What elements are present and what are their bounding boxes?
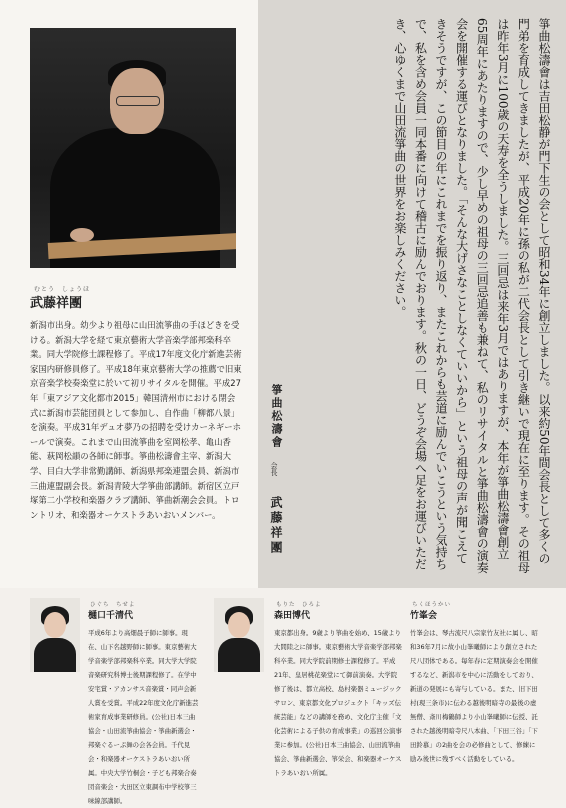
member-name: 樋口千清代	[88, 611, 134, 621]
signature-name: 武藤祥團	[269, 496, 283, 556]
member-bio: 竹峯会は、琴古流尺八宗家竹友社に属し、昭和36年7月に故小山峯曦師により創立された尺八団体である。毎年春に定期演奏会を開催するなど、新潟市を中心に活動をしており、新道の発展にも寄与している。また、旧下田村(現三条市)に伝わる越後明暗寺の最後の虚無僧、斎川梅鶴師より小山峯曦師に伝授、託された越後明暗寺尺八本曲、「下田三谷」「下田鈴慕」の2曲を会の必修曲として、修練に励み後世に残すべく活動をしている。	[410, 629, 538, 763]
member-ruby: ひぐち ちせよ	[90, 602, 136, 608]
member-ruby: もりた ひろよ	[276, 602, 322, 608]
lead-artist-bio: 新潟市出身。幼少より祖母に山田流箏曲の手ほどきを受ける。新潟大学を経て東京藝術大学音楽学部邦楽科卒業。同大学院修士課程修了。平成17年度文化庁新進芸術家国内研修員修了。平成18年東京藝術大学の推薦で旧東京音楽学校奏楽堂に於いて初リサイタルを開催。平成27年「東アジア文化都市2015」韓国清州市における閉会式に新潟市芸能団員として参加し、自作曲「柳都八景」を演奏。平成31年デュオ夢乃の招聘を受けカーネギーホールで演奏。これまで山田流箏曲を室岡松孝、亀山香能、萩岡松韻の各師に師事。箏曲松濤會主宰、新潟大学、目白大学非常勤講師、新潟県邦楽連盟会員、新潟市三曲連盟副会長。新潟青陵大学箏曲部講師。新宿区立戸塚第二小学校和楽器クラブ講師、箏曲新潮会会員。トロントリオ、和楽器オーケストラあいおいメンバー。	[30, 320, 242, 520]
member-portrait	[214, 598, 264, 672]
greeting-panel	[258, 0, 566, 588]
lead-artist-ruby: むとう しょうほ	[34, 286, 91, 293]
lead-artist-photo	[30, 28, 236, 268]
signature-role: 会長	[270, 462, 278, 476]
member-bio: 東京都出身。9歳より箏曲を始め、15歳より大間陸之に師事。東京藝術大学音楽学部邦楽科卒業。同大学院前期修士課程修了。平成21年、皇居桃花楽堂にて御前演奏。大学院修了後は、都立高校、島村楽器ミュージックサロン、東京都文化プロジェクト「キッズ伝統芸能」などの講師を務め、文化庁主催「文化芸術による子供の育成事業」の巡回公演事業に参加。(公社)日本三曲協会、山田流箏曲協会、箏曲新選会、箏栄会、和楽器オーケストラあいおい所属。	[274, 629, 402, 777]
members-section	[0, 588, 566, 805]
member-portrait	[30, 598, 80, 672]
member-name: 森田博代	[274, 611, 311, 621]
member-ruby: ちくほうかい	[412, 602, 452, 608]
signature-org: 箏曲松濤會	[270, 384, 283, 449]
member-bio: 平成6年より高畑晨子師に師事。現在、山下名越野師に師事。東京藝術大学音楽学部邦楽科卒業。同大学大学院音楽研究科博士後期課程修了。在学中安宅賞・アカンサス音楽賞・同声会新人賞を受賞。平成22年度文化庁新進芸術家育成事業研修員。(公社)日本三曲協会・山田流箏曲協会・箏曲新選会・邦楽ぐるーぷ舞の会各会員。千代見会・和楽器オーケストラあいおい所属。中央大学竹桐会・子ども邦楽合奏団音楽会・大田区立東調布中学校箏三味線部講師。	[88, 629, 199, 805]
member-name: 竹峯会	[410, 611, 438, 621]
lead-artist-name: 武藤祥團	[30, 296, 83, 311]
lead-artist-section	[0, 0, 258, 588]
greeting-text: 箏曲松濤會は吉田松静が門下生の会として昭和34年に創立しました。以来約50年間会長として多くの門弟を育成してきましたが、平成20年に孫の私が二代会長として引き継いで現在に至ります。その祖母は昨年3月に100歳の天寿を全うしました。三回忌は来年3月ではありますが、本年が箏曲松濤會創立65周年にあたりますので、少し早めの祖母の三回忌追善も兼ねて、私のリサイタルと箏曲松濤會の演奏会を開催する運びとなりました。「そんな大げさなことしなくていいから」という祖母の声が聞こえてきそうですが、この節目の年にこれまでを振り返り、またこれからも芸道に励んでいこうという気持ちで、私を含め会員一同本番に向けて稽古に励んでおります。秋の一日、どうぞ会場へ足をお運びいただき、心ゆくまで山田流箏曲の世界をお楽しみください。	[392, 18, 551, 574]
